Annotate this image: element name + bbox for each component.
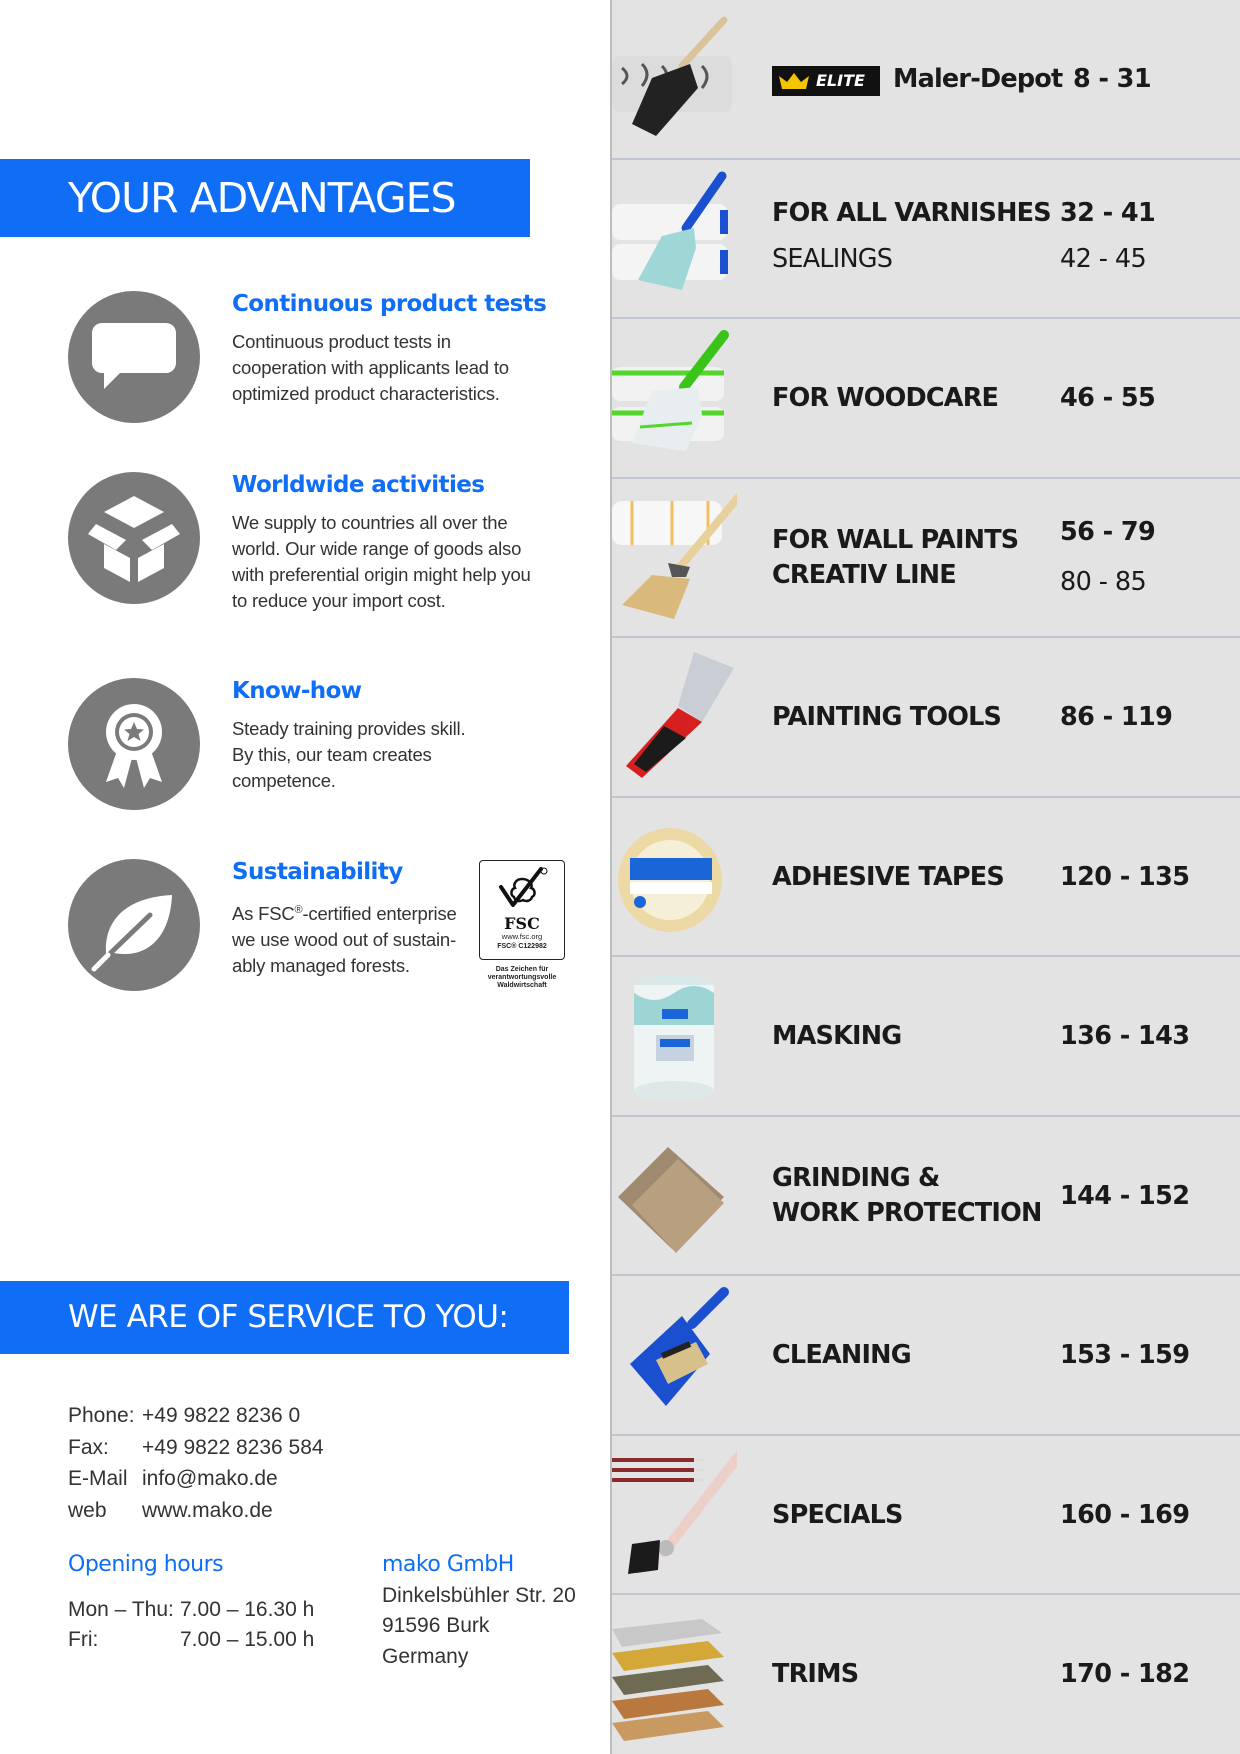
service-title: WE ARE OF SERVICE TO YOU: — [68, 1299, 509, 1335]
website-link[interactable]: www.mako.de — [142, 1498, 273, 1522]
toc-pages: 136 - 143 — [1060, 1021, 1190, 1051]
toc-label: PAINTING TOOLS — [772, 702, 1002, 732]
leaf-icon — [68, 859, 200, 991]
wall-roller-icon — [612, 487, 737, 629]
contact-row-phone — [68, 1400, 324, 1432]
toc-row-maler-depot[interactable] — [612, 0, 1240, 160]
fsc-code: FSC® C122982 — [497, 943, 547, 950]
toc-label: FOR WALL PAINTS — [772, 524, 1019, 555]
fsc-logo — [479, 860, 565, 990]
award-rosette-icon — [68, 678, 200, 810]
hours-day: Mon – Thu: — [68, 1598, 174, 1621]
toc-label: MASKING — [772, 1021, 902, 1051]
contact-label: Fax: — [68, 1435, 109, 1459]
toc-label: ADHESIVE TAPES — [772, 861, 1004, 892]
toc-pages: 46 - 55 — [1060, 383, 1156, 413]
open-box-icon — [68, 472, 200, 604]
toc-pages: 144 - 152 — [1060, 1180, 1190, 1211]
registered-mark: ® — [294, 904, 303, 916]
advantage-body: We supply to countries all over the world. Our wide range of goods also with preferential origin might help you to reduce your import cost. — [232, 512, 531, 611]
toc-row-wall-paints[interactable] — [612, 479, 1240, 639]
dustpan-icon — [612, 1284, 737, 1426]
toc-sublabel: SEALINGS — [772, 243, 893, 274]
contact-row-email — [68, 1463, 324, 1495]
toc-subpages: 80 - 85 — [1060, 566, 1147, 597]
advantage-body-end: -certified enterprise we use wood out of sustain- ably managed forests. — [232, 903, 457, 977]
toc-pages: 8 - 31 — [1073, 64, 1151, 94]
service-banner — [0, 1281, 569, 1354]
advantage-title: Sustainability — [232, 859, 403, 885]
spatula-icon — [612, 646, 737, 788]
fax-number: +49 9822 8236 584 — [142, 1435, 324, 1459]
advantage-title: Continuous product tests — [232, 291, 547, 317]
advantage-body: Steady training provides skill. By this, our team creates competence. — [232, 718, 466, 791]
advantages-title: YOUR ADVANTAGES — [68, 174, 456, 222]
fsc-word: FSC — [504, 914, 540, 933]
advantage-body — [232, 897, 457, 979]
hours-day: Fri: — [68, 1628, 99, 1651]
advantage-body: Continuous product tests in cooperation with applicants lead to optimized product characteristics. — [232, 331, 509, 404]
advantage-body-start: As FSC — [232, 903, 295, 925]
company-address — [382, 1550, 576, 1672]
toc-sublabel: WORK PROTECTION — [772, 1197, 1042, 1228]
fsc-tree-check-icon — [495, 865, 549, 911]
toc-pages: 160 - 169 — [1060, 1499, 1190, 1530]
special-brushes-icon — [612, 1444, 737, 1586]
table-of-contents — [610, 0, 1240, 1754]
toc-sublabel: CREATIV LINE — [772, 559, 956, 590]
varnish-brush-icon — [612, 168, 737, 310]
toc-row-trims[interactable] — [612, 1595, 1240, 1754]
speech-bubble-icon — [68, 291, 200, 423]
elite-badge-text: ELITE — [816, 71, 865, 90]
woodcare-brush-icon — [612, 327, 737, 469]
company-name: mako GmbH — [382, 1552, 514, 1577]
toc-subpages: 42 - 45 — [1060, 243, 1147, 274]
contact-row-fax — [68, 1432, 324, 1464]
advantages-banner — [0, 159, 530, 237]
toc-pages: 170 - 182 — [1060, 1659, 1190, 1689]
toc-label: Maler-Depot — [893, 64, 1063, 94]
phone-number[interactable]: +49 9822 8236 0 — [142, 1404, 301, 1427]
contact-label: Phone: — [68, 1404, 135, 1427]
hours-row — [68, 1595, 314, 1625]
contact-row-web — [68, 1495, 324, 1527]
toc-row-painting-tools[interactable] — [612, 638, 1240, 798]
toc-pages: 32 - 41 — [1060, 197, 1156, 228]
hours-time: 7.00 – 15.00 h — [180, 1628, 315, 1651]
toc-row-masking[interactable] — [612, 957, 1240, 1117]
trim-profiles-icon — [612, 1603, 737, 1745]
contact-label: E-Mail — [68, 1467, 128, 1490]
elite-badge — [772, 66, 880, 96]
advantage-title: Know-how — [232, 678, 362, 704]
address-country: Germany — [382, 1644, 469, 1668]
toc-pages: 153 - 159 — [1060, 1340, 1190, 1370]
sandpaper-icon — [612, 1125, 737, 1267]
toc-row-woodcare[interactable] — [612, 319, 1240, 479]
contact-block — [68, 1400, 324, 1526]
toc-row-grinding[interactable] — [612, 1117, 1240, 1277]
toc-label: FOR WOODCARE — [772, 383, 999, 413]
toc-pages: 120 - 135 — [1060, 861, 1190, 892]
toc-pages: 56 - 79 — [1060, 516, 1156, 547]
opening-hours-title: Opening hours — [68, 1552, 224, 1577]
toc-label: GRINDING & — [772, 1162, 940, 1193]
toc-label: TRIMS — [772, 1659, 859, 1689]
fsc-logo-box — [479, 860, 565, 960]
advantage-title: Worldwide activities — [232, 472, 485, 498]
hours-row — [68, 1625, 314, 1655]
toc-row-varnishes[interactable] — [612, 160, 1240, 320]
toc-row-specials[interactable] — [612, 1436, 1240, 1596]
tape-roll-icon — [612, 806, 737, 948]
fsc-url: www.fsc.org — [501, 932, 543, 941]
toc-label: CLEANING — [772, 1340, 911, 1370]
masking-film-icon — [612, 965, 737, 1107]
opening-hours — [68, 1552, 314, 1655]
email-link[interactable]: info@mako.de — [142, 1467, 278, 1490]
crown-icon — [778, 72, 810, 90]
contact-label: web — [68, 1498, 107, 1522]
fsc-caption: Das Zeichen für verantwortungsvolle Waldwirtschaft — [487, 966, 557, 989]
hours-time: 7.00 – 16.30 h — [180, 1598, 315, 1621]
address-city: 91596 Burk — [382, 1614, 490, 1637]
toc-row-adhesive-tapes[interactable] — [612, 798, 1240, 958]
toc-pages: 86 - 119 — [1060, 702, 1173, 732]
toc-row-cleaning[interactable] — [612, 1276, 1240, 1436]
roller-and-brush-icon — [612, 8, 737, 150]
address-street: Dinkelsbühler Str. 20 — [382, 1583, 576, 1607]
toc-label: SPECIALS — [772, 1499, 903, 1530]
toc-label: FOR ALL VARNISHES — [772, 197, 1051, 228]
